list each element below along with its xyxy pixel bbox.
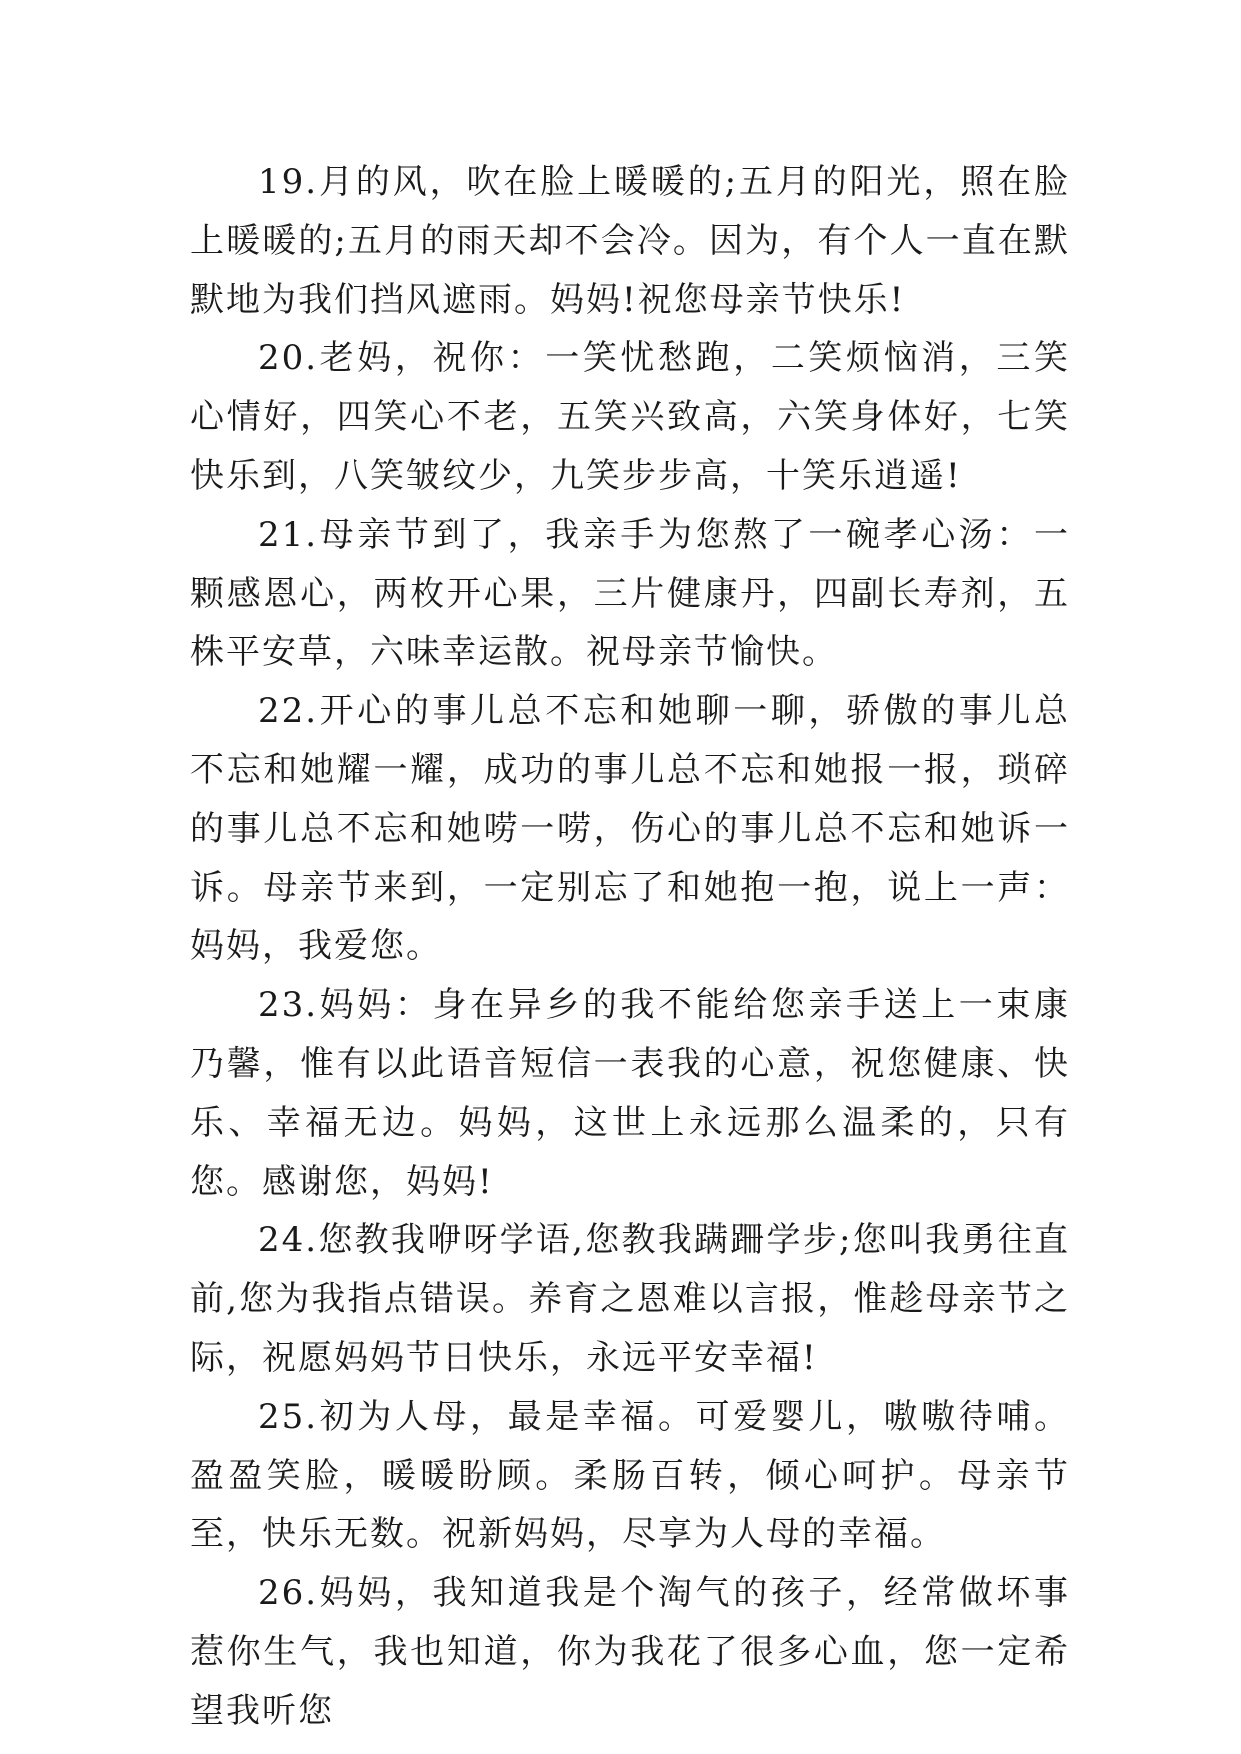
paragraph-19: 19.月的风，吹在脸上暖暖的;五月的阳光，照在脸上暖暖的;五月的雨天却不会冷。因为，有个人一直在默默地为我们挡风遮雨。妈妈!祝您母亲节快乐! bbox=[190, 162, 1070, 320]
paragraph-21: 21.母亲节到了，我亲手为您熬了一碗孝心汤：一颗感恩心，两枚开心果，三片健康丹，四副长寿剂，五株平安草，六味幸运散。祝母亲节愉快。 bbox=[190, 514, 1070, 673]
paragraph-24: 24.您教我咿呀学语,您教我蹒跚学步;您叫我勇往直前,您为我指点错误。养育之恩难以言报，惟趁母亲节之际，祝愿妈妈节日快乐，永远平安幸福! bbox=[190, 1220, 1070, 1378]
paragraph-22: 22.开心的事儿总不忘和她聊一聊，骄傲的事儿总不忘和她耀一耀，成功的事儿总不忘和她报一报，琐碎的事儿总不忘和她唠一唠，伤心的事儿总不忘和她诉一诉。母亲节来到，一定别忘了和她抱一抱，说上一声：妈妈，我爱您。 bbox=[190, 691, 1070, 967]
paragraph-20: 20.老妈，祝你：一笑忧愁跑，二笑烦恼消，三笑心情好，四笑心不老，五笑兴致高，六笑身体好，七笑快乐到，八笑皱纹少，九笑步步高，十笑乐逍遥! bbox=[190, 338, 1070, 496]
paragraph-25: 25.初为人母，最是幸福。可爱婴儿，嗷嗷待哺。盈盈笑脸，暖暖盼顾。柔肠百转，倾心呵护。母亲节至，快乐无数。祝新妈妈，尽享为人母的幸福。 bbox=[190, 1396, 1070, 1555]
paragraph-26: 26.妈妈，我知道我是个淘气的孩子，经常做坏事惹你生气，我也知道，你为我花了很多心血，您一定希望我听您 bbox=[190, 1573, 1070, 1731]
paragraph-23: 23.妈妈：身在异乡的我不能给您亲手送上一束康乃馨，惟有以此语音短信一表我的心意，祝您健康、快乐、幸福无边。妈妈，这世上永远那么温柔的，只有您。感谢您，妈妈! bbox=[190, 985, 1070, 1202]
document-body bbox=[190, 153, 1070, 1741]
